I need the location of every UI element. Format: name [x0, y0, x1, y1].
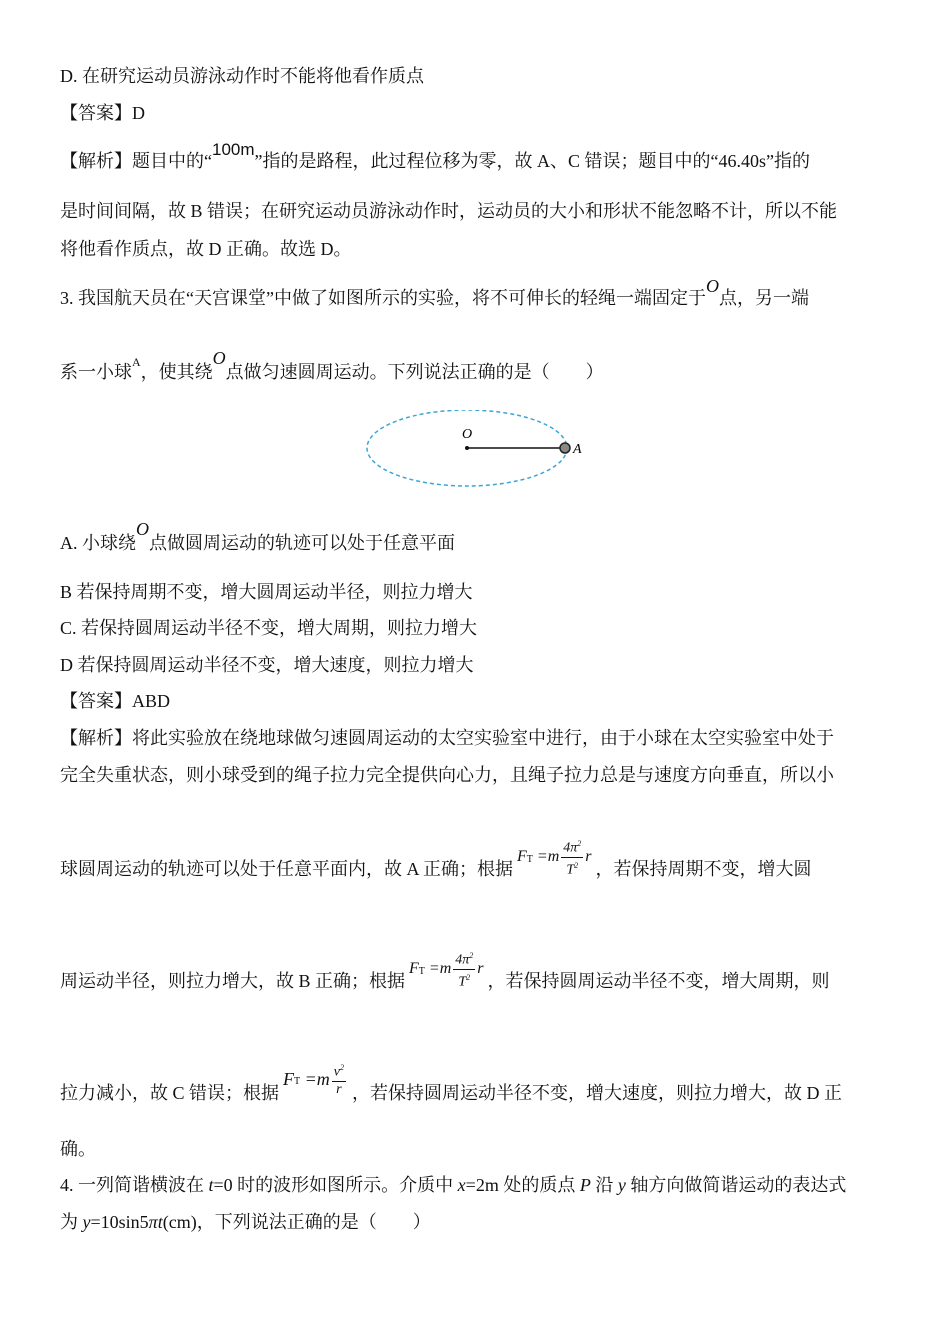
q4-text-c: =2m 处的质点: [465, 1175, 580, 1195]
formula-numerator: [561, 836, 583, 858]
q3-answer: 【答案】ABD: [60, 691, 171, 711]
formula-v: v: [333, 1064, 340, 1080]
formula-numerator: [453, 948, 475, 970]
q4-l2-text-b: (cm)，下列说法正确的是（ ）: [162, 1212, 431, 1232]
formula-ft-4pi2r-over-t2: [409, 948, 484, 990]
formula-ft-4pi2r-over-t2: [517, 836, 592, 878]
q4-l2-wei: 为: [60, 1212, 83, 1232]
formula-eq-m: =m: [536, 848, 560, 866]
formula-r: r: [585, 848, 592, 866]
q3-stem-text-b: 点，另一端: [718, 288, 809, 308]
formula-4pi: 4π: [455, 952, 470, 968]
q3-expl-l5-text-a: 拉力减小，故 C 错误；根据: [60, 1082, 280, 1103]
formula-r: r: [477, 960, 484, 978]
q2-expl-text-a: 【解析】题目中的“: [60, 151, 212, 171]
q3-expl-l1-text: 【解析】将此实验放在绕地球做匀速圆周运动的太空实验室中进行，由于小球在太空实验室中处于: [60, 728, 834, 748]
q3-stem2-A: A: [132, 355, 141, 369]
q3-stem-text-a: 3. 我国航天员在“天宫课堂”中做了如图所示的实验，将不可伸长的轻绳一端固定于: [60, 288, 706, 308]
q3-expl-l5-text-b: ，若保持圆周运动半径不变，增大速度，则拉力增大，故 D 正: [352, 1082, 842, 1103]
q2-answer: 【答案】D: [60, 103, 145, 123]
formula-denominator: [456, 970, 472, 991]
q3-option-b: B 若保持周期不变，增大圆周运动半径，则拉力增大: [60, 582, 473, 602]
formula-ft-mv2-over-r: [283, 1060, 348, 1098]
q4-text-d: 沿: [590, 1175, 618, 1195]
formula-square: 2: [469, 951, 474, 960]
formula-square: 2: [574, 860, 579, 870]
q4-text-a: 4. 一列简谐横波在: [60, 1175, 209, 1195]
label-A: A: [573, 442, 582, 457]
q4-l2-var-t: t: [157, 1212, 163, 1232]
q3-explanation-line2: [60, 763, 892, 787]
formula-eq-m: =m: [428, 960, 452, 978]
q3-option-a: [60, 519, 455, 555]
q2-expl-text-b: ”指的是路程，此过程位移为零，故 A、C 错误；题目中的“46.40s”指的: [254, 151, 811, 171]
q4-text-b: =0 时的波形如图所示。介质中: [213, 1175, 458, 1195]
formula-t-subscript: T: [418, 966, 425, 978]
formula-square: 2: [577, 839, 582, 848]
formula-fraction: [332, 1060, 346, 1098]
formula-t-subscript: T: [526, 854, 533, 866]
q4-l2-pi: π: [148, 1212, 158, 1232]
circular-motion-figure: [365, 410, 585, 490]
formula-denominator: [564, 858, 580, 879]
formula-square: 2: [466, 972, 471, 982]
q3-option-c: C. 若保持圆周运动半径不变，增大周期，则拉力增大: [60, 618, 478, 638]
formula-f: F: [409, 960, 419, 978]
q3-stem-O: O: [705, 276, 719, 296]
q3-expl-l4-text-b: ，若保持圆周运动半径不变，增大周期，则: [487, 971, 830, 992]
q3-expl-l3-text-a: 球圆周运动的轨迹可以处于任意平面内，故 A 正确；根据: [60, 859, 514, 880]
q3-expl-l2-text: 完全失重状态，则小球受到的绳子拉力完全提供向心力，且绳子拉力总是与速度方向垂直，所以小: [60, 765, 834, 785]
formula-eq-m: =m: [304, 1068, 330, 1089]
q3-explanation-line1: [60, 726, 892, 750]
ball-A: [560, 443, 570, 453]
formula-fraction: [453, 948, 475, 990]
q2-expl-100m: 100m: [212, 140, 255, 159]
q4-var-y: y: [617, 1175, 626, 1195]
q4-l2-text-a: =10sin5: [90, 1212, 149, 1232]
q3-expl-l4-text-a: 周运动半径，则拉力增大，故 B 正确；根据: [60, 971, 406, 992]
formula-4pi: 4π: [563, 840, 578, 856]
q3-explanation-line5: [60, 1063, 892, 1112]
q3-stem2-text-b: ，使其绕: [140, 362, 213, 382]
formula-den-r: r: [336, 1081, 342, 1097]
label-O: O: [462, 427, 473, 442]
q3-option-d: D 若保持圆周运动半径不变，增大速度，则拉力增大: [60, 655, 474, 675]
q3-explanation-line6: 确。: [60, 1139, 96, 1159]
formula-square: 2: [340, 1063, 344, 1072]
q2-explanation-line3: 将他看作质点，故 D 正确。故选 D。: [60, 239, 352, 259]
q4-var-p: P: [579, 1175, 591, 1195]
q4-var-x: x: [457, 1175, 466, 1195]
q3-stem2-text-c: 点做匀速圆周运动。下列说法正确的是（ ）: [225, 362, 604, 382]
q4-stem-line1: [60, 1173, 892, 1197]
q3-stem2-text-a: 系一小球: [60, 362, 132, 382]
formula-fraction: [561, 836, 583, 878]
q3-opta-text-b: 点做圆周运动的轨迹可以处于任意平面: [149, 533, 455, 553]
q3-stem-line1: [60, 276, 809, 310]
formula-f: F: [517, 848, 527, 866]
formula-f: F: [283, 1068, 295, 1089]
q2-option-d: D. 在研究运动员游泳动作时不能将他看作质点: [60, 66, 424, 86]
q4-l2-var-y: y: [82, 1212, 91, 1232]
q3-expl-l3-text-b: ，若保持周期不变，增大圆: [595, 859, 812, 880]
q3-stem-line2: [60, 348, 604, 386]
q3-stem2-O: O: [212, 348, 226, 368]
q4-text-e: 轴方向做简谐运动的表达式: [625, 1175, 847, 1195]
q4-stem-line2: [60, 1210, 431, 1234]
q2-explanation-line2: 是时间间隔，故 B 错误；在研究运动员游泳动作时，运动员的大小和形状不能忽略不计，所以不能: [60, 201, 838, 221]
formula-den-t: T: [458, 974, 467, 990]
q3-opta-O: O: [136, 519, 149, 539]
formula-numerator: [332, 1060, 346, 1082]
q4-var-t: t: [208, 1175, 214, 1195]
formula-den-t: T: [566, 862, 575, 878]
q2-explanation-line1: [60, 140, 892, 174]
formula-t-subscript: T: [294, 1075, 301, 1087]
q3-opta-text-a: A. 小球绕: [60, 533, 136, 553]
